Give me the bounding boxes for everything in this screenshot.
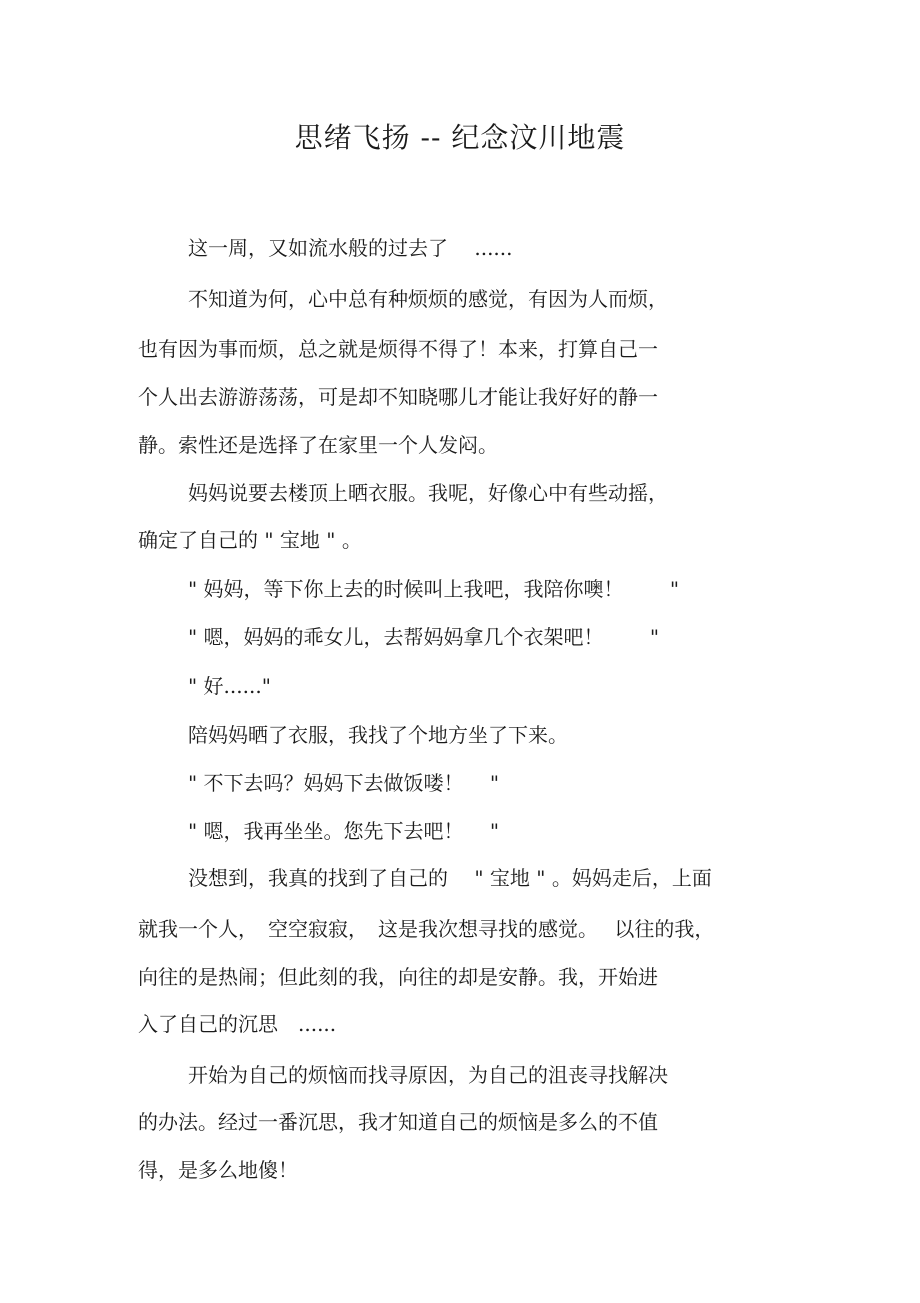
paragraph-line: " 妈妈，等下你上去的时候叫上我吧，我陪你噢！ " xyxy=(188,577,680,601)
paragraph-line: 陪妈妈晒了衣服，我找了个地方坐了下来。 xyxy=(188,723,568,747)
paragraph-line: 个人出去游游荡荡，可是却不知晓哪儿才能让我好好的静一 xyxy=(138,385,658,409)
paragraph-line: 向往的是热闹；但此刻的我，向往的却是安静。我，开始进 xyxy=(138,965,658,989)
paragraph-line: " 嗯，我再坐坐。您先下去吧！ " xyxy=(188,819,500,843)
paragraph-line: 这一周，又如流水般的过去了 ...... xyxy=(188,236,513,260)
paragraph-line: 也有因为事而烦，总之就是烦得不得了！本来，打算自己一 xyxy=(138,337,658,361)
paragraph-line: 静。索性还是选择了在家里一个人发闷。 xyxy=(138,433,498,457)
paragraph-line: 的办法。经过一番沉思，我才知道自己的烦恼是多么的不值 xyxy=(138,1110,658,1134)
paragraph-line: " 不下去吗？妈妈下去做饭喽！ " xyxy=(188,771,500,795)
paragraph-line: " 嗯，妈妈的乖女儿，去帮妈妈拿几个衣架吧！ " xyxy=(188,625,660,649)
paragraph-line: 没想到，我真的找到了自己的 " 宝地 " 。妈妈走后，上面 xyxy=(188,866,712,890)
paragraph-line: 确定了自己的 " 宝地 " 。 xyxy=(138,528,362,552)
paragraph-line: 开始为自己的烦恼而找寻原因，为自己的沮丧寻找解决 xyxy=(188,1063,668,1087)
paragraph-line: 得，是多么地傻！ xyxy=(138,1158,298,1182)
paragraph-line: " 好......" xyxy=(188,674,271,698)
paragraph-line: 就我一个人， 空空寂寂， 这是我次想寻找的感觉。 以往的我， xyxy=(138,917,715,941)
document-title: 思绪飞扬 -- 纪念汶川地震 xyxy=(294,121,626,154)
paragraph-line: 不知道为何，心中总有种烦烦的感觉，有因为人而烦， xyxy=(188,287,668,311)
paragraph-line: 入了自己的沉思 ...... xyxy=(138,1012,337,1036)
paragraph-line: 妈妈说要去楼顶上晒衣服。我呢，好像心中有些动摇， xyxy=(188,481,668,505)
